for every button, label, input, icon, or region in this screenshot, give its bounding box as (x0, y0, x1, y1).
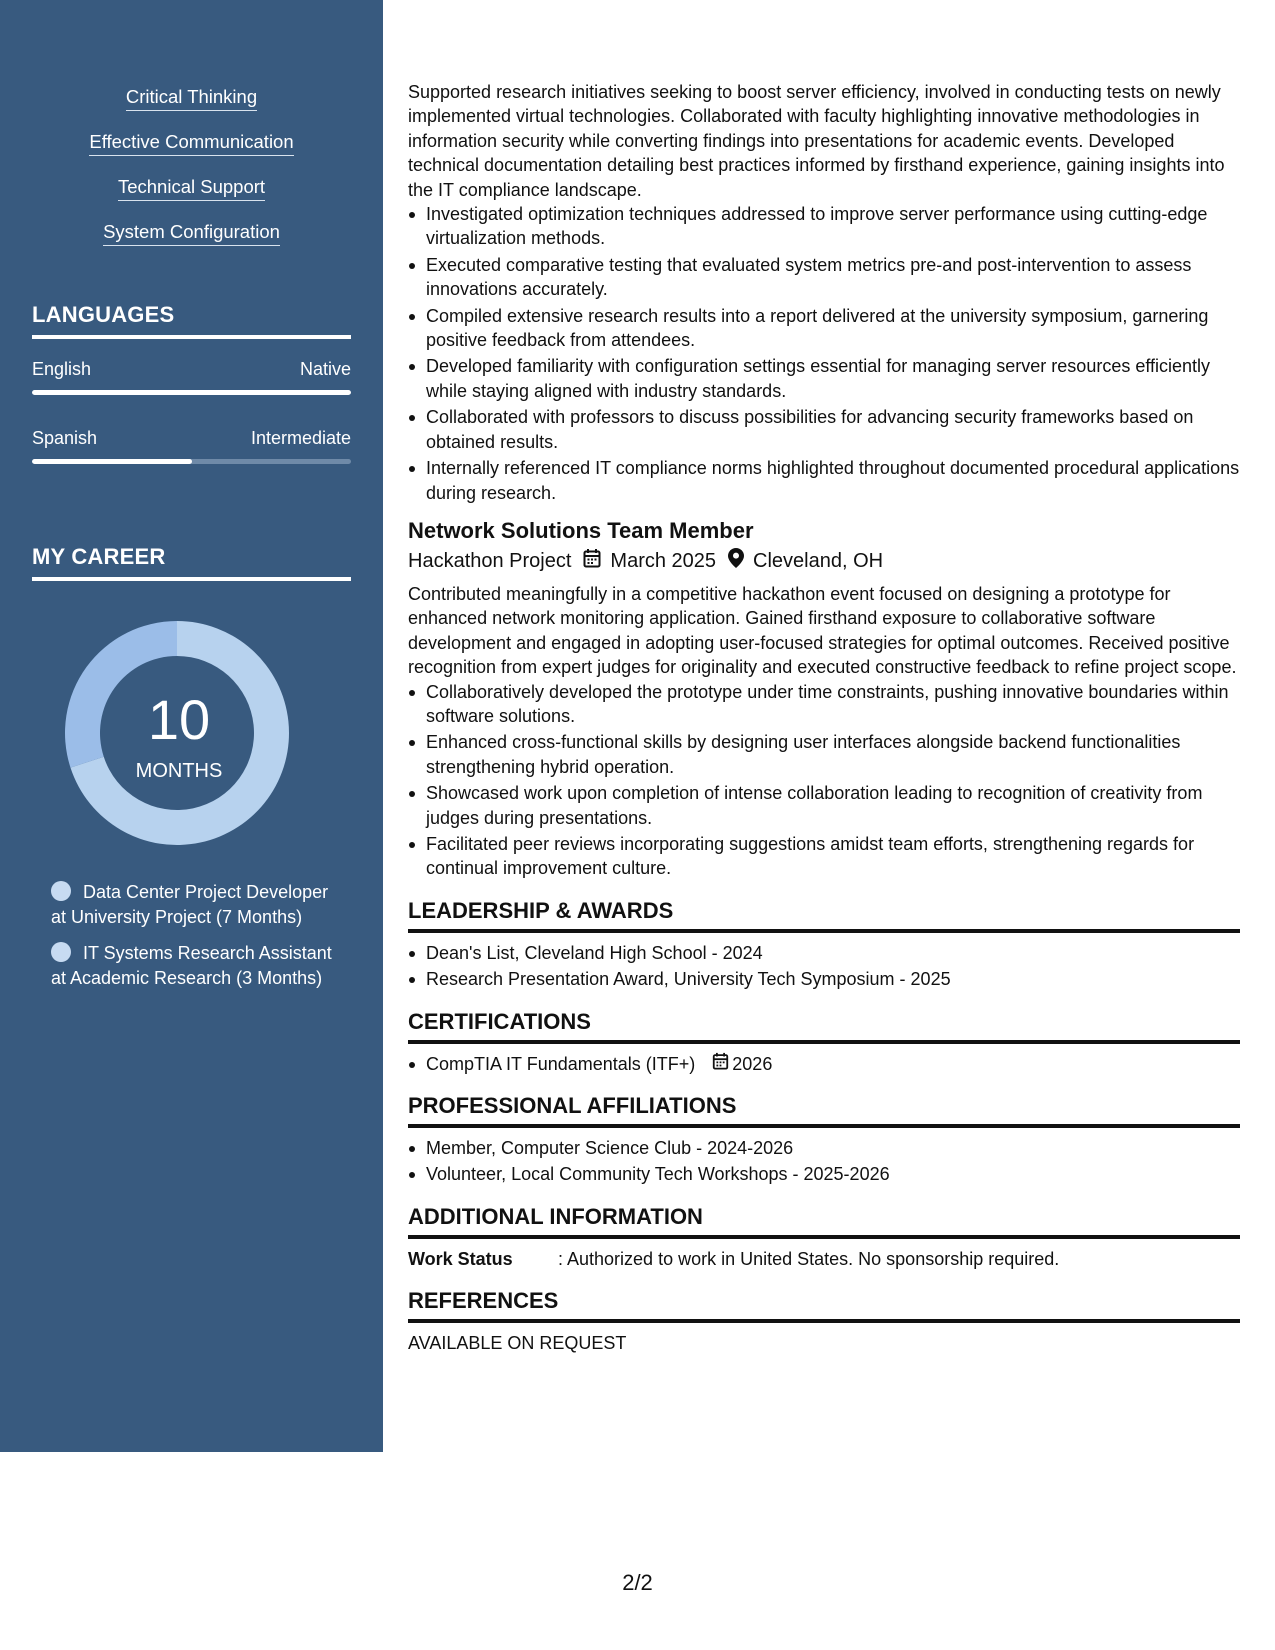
career-item-text: IT Systems Research Assistant at Academic Research (3 Months) (51, 943, 332, 988)
list-item: Developed familiarity with configuration settings essential for managing server resources efficiently while staying aligned with industry standards. (408, 354, 1240, 403)
skills-list (0, 86, 383, 266)
list-item: Compiled extensive research results into a report delivered at the university symposium, garnering positive feedback from attendees. (408, 304, 1240, 353)
certifications-list (408, 1052, 1240, 1076)
list-item: Executed comparative testing that evaluated system metrics pre-and post-intervention to assess innovations accurately. (408, 253, 1240, 302)
list-item: Member, Computer Science Club - 2024-2026 (408, 1136, 1240, 1160)
skill-item: System Configuration (103, 221, 280, 246)
cert-year: 2026 (732, 1053, 773, 1074)
languages-heading: LANGUAGES (32, 302, 351, 339)
job-location: Cleveland, OH (753, 550, 884, 573)
language-row-spanish (32, 428, 351, 449)
language-bar-english (32, 390, 351, 395)
job-company: Hackathon Project (408, 550, 572, 573)
affiliations-heading: PROFESSIONAL AFFILIATIONS (408, 1092, 1240, 1128)
language-bar-spanish (32, 459, 351, 464)
page-number: 2/2 (622, 1570, 653, 1595)
language-bar-fill (32, 390, 351, 395)
list-item: Enhanced cross-functional skills by designing user interfaces alongside backend functionalities strengthening hybrid operation. (408, 730, 1240, 779)
references-text: AVAILABLE ON REQUEST (408, 1332, 627, 1353)
skill-item: Critical Thinking (126, 86, 257, 111)
list-item: Volunteer, Local Community Tech Workshops - 2025-2026 (408, 1162, 1240, 1186)
list-item (408, 1052, 1240, 1076)
awards-list (408, 941, 1240, 992)
language-name: Spanish (32, 428, 98, 448)
calendar-icon (712, 1052, 732, 1076)
list-item: Internally referenced IT compliance norms highlighted throughout documented procedural applications during research. (408, 456, 1240, 505)
career-dot-icon (51, 881, 71, 901)
list-item: Facilitated peer reviews incorporating suggestions amidst team efforts, strengthening regards for continual improvement culture. (408, 832, 1240, 881)
career-list (51, 880, 341, 1002)
skill-item: Technical Support (118, 176, 265, 201)
career-item (51, 941, 341, 990)
list-item: Research Presentation Award, University Tech Symposium - 2025 (408, 967, 1240, 991)
language-row-english (32, 359, 351, 380)
list-item: Collaboratively developed the prototype under time constraints, pushing innovative boundaries within software solutions. (408, 680, 1240, 729)
location-pin-icon (728, 548, 744, 575)
language-level: Native (299, 359, 351, 379)
career-total-value: 10 (147, 688, 211, 751)
awards-heading: LEADERSHIP & AWARDS (408, 897, 1240, 933)
career-total-unit: MONTHS (135, 760, 223, 782)
job-bullets (408, 680, 1240, 881)
cert-date (712, 1052, 772, 1076)
list-item: Collaborated with professors to discuss possibilities for advancing security frameworks based on obtained results. (408, 405, 1240, 454)
main-content (408, 80, 1240, 1355)
affiliations-list (408, 1136, 1240, 1187)
list-item: Investigated optimization techniques addressed to improve server performance using cutting-edge virtualization methods. (408, 202, 1240, 251)
calendar-icon (583, 548, 601, 575)
language-name: English (32, 359, 92, 379)
career-item-text: Data Center Project Developer at University Project (7 Months) (51, 882, 329, 927)
work-status-row (408, 1247, 1240, 1271)
list-item: Showcased work upon completion of intense collaboration leading to recognition of creativity from judges during presentations. (408, 781, 1240, 830)
career-heading: MY CAREER (32, 544, 351, 581)
language-level: Intermediate (250, 428, 351, 448)
certifications-heading: CERTIFICATIONS (408, 1008, 1240, 1044)
career-item (51, 880, 341, 929)
job-title: Network Solutions Team Member (408, 517, 754, 543)
work-status-value: : Authorized to work in United States. No sponsorship required. (558, 1248, 1060, 1269)
additional-info-heading: ADDITIONAL INFORMATION (408, 1203, 1240, 1239)
intro-paragraph: Supported research initiatives seeking to boost server efficiency, involved in conducting tests on newly implemented virtual technologies. Collaborated with faculty highlighting innovative methodologies in information security while converting findings into presentations for academic events. Developed technical documentation detailing best practices informed by firsthand experience, gaining insights into the IT compliance landscape. (408, 82, 1225, 200)
work-status-label: Work Status (408, 1248, 513, 1269)
cert-name: CompTIA IT Fundamentals (ITF+) (426, 1053, 696, 1074)
sidebar (0, 0, 383, 1452)
career-dot-icon (51, 942, 71, 962)
job-date: March 2025 (610, 550, 717, 573)
list-item: Dean's List, Cleveland High School - 2024 (408, 941, 1240, 965)
skill-item: Effective Communication (89, 131, 293, 156)
references-heading: REFERENCES (408, 1287, 1240, 1323)
language-bar-fill (32, 459, 192, 464)
job-paragraph: Contributed meaningfully in a competitive hackathon event focused on designing a prototype for enhanced network monitoring application. Gained firsthand exposure to collaborative software development and engaged in adopting user-focused strategies for optimal outcomes. Received positive recognition from expert judges for originality and executed constructive feedback to refine project scope. (408, 583, 1237, 678)
career-donut-chart (62, 618, 292, 848)
intro-bullets (408, 202, 1240, 505)
job-meta (408, 548, 1240, 575)
